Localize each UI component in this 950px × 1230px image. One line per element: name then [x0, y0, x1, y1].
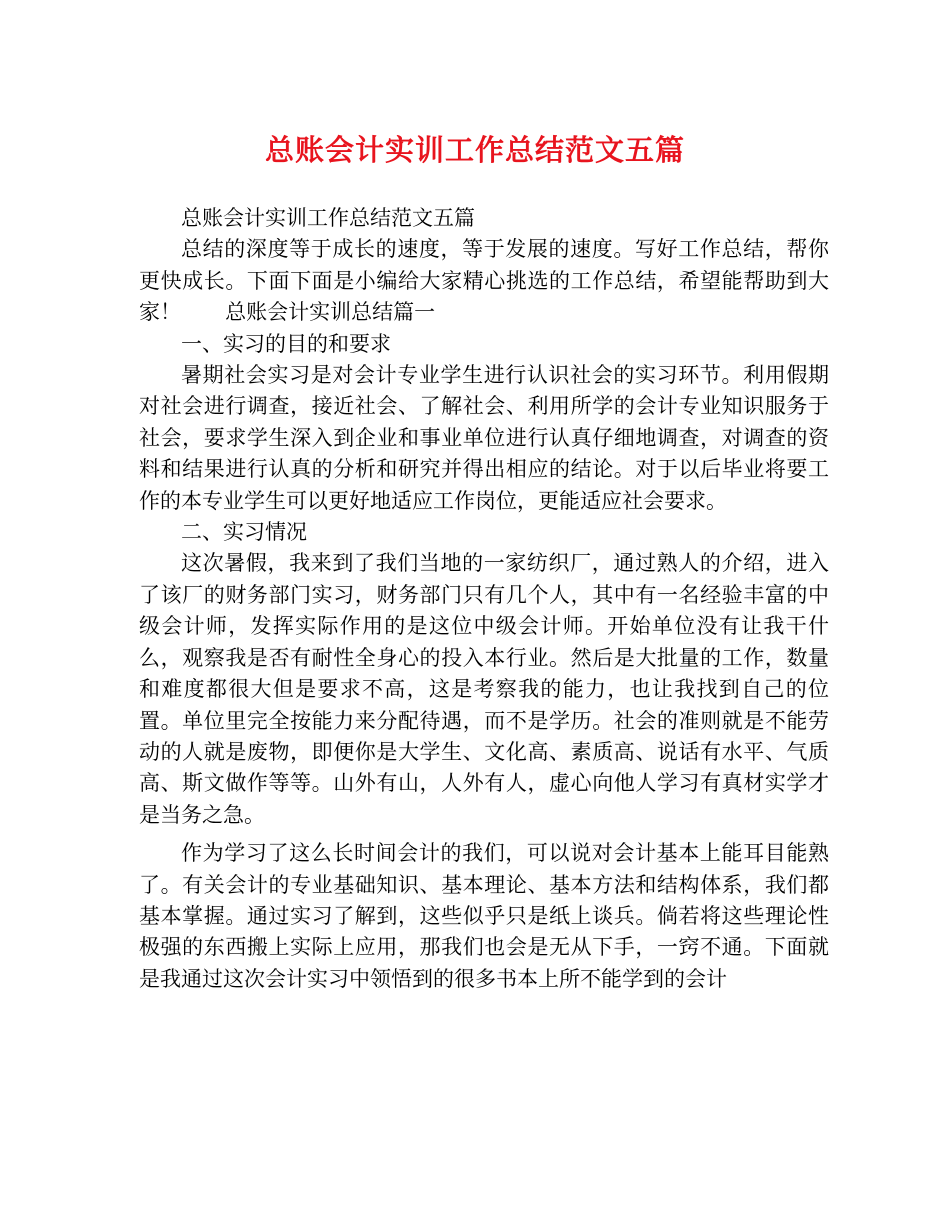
paragraph-reflection: 作为学习了这么长时间会计的我们，可以说对会计基本上能耳目能熟了。有关会计的专业基础知识、基本理论、基本方法和结构体系，我们都基本掌握。通过实习了解到，这些似乎只是纸上谈兵。倘若将这些理论性极强的东西搬上实际上应用，那我们也会是无从下手，一窍不通。下面就是我通过这次会计实习中领悟到的很多书本上所不能学到的会计: [139, 841, 829, 991]
document-title: 总账会计实训工作总结范文五篇: [264, 133, 685, 167]
section-heading-purpose: 一、实习的目的和要求: [181, 331, 391, 356]
paragraph-intro-title: 总账会计实训工作总结范文五篇: [181, 206, 475, 230]
section-heading-situation: 二、实习情况: [181, 520, 307, 545]
paragraph-intro-text: 总结的深度等于成长的速度，等于发展的速度。写好工作总结，帮你更快成长。下面下面是小编给大家精心挑选的工作总结，希望能帮助到大家！: [139, 237, 829, 325]
paragraph-intro: [139, 234, 829, 328]
section-heading-part-one: 总账会计实训总结篇一: [225, 300, 436, 325]
paragraph-purpose: 暑期社会实习是对会计专业学生进行认识社会的实习环节。利用假期对社会进行调查，接近社会、了解社会、利用所学的会计专业知识服务于社会，要求学生深入到企业和事业单位进行认真仔细地调查，对调查的资料和结果进行认真的分析和研究并得出相应的结论。对于以后毕业将要工作的本专业学生可以更好地适应工作岗位，更能适应社会要求。: [139, 363, 829, 513]
document-body: [139, 203, 829, 995]
paragraph-situation: 这次暑假，我来到了我们当地的一家纺织厂，通过熟人的介绍，进入了该厂的财务部门实习，财务部门只有几个人，其中有一名经验丰富的中级会计师，发挥实际作用的是这位中级会计师。开始单位没有让我干什么，观察我是否有耐性全身心的投入本行业。然后是大批量的工作，数量和难度都很大但是要求不高，这是考察我的能力，也让我找到自己的位置。单位里完全按能力来分配待遇，而不是学历。社会的准则就是不能劳动的人就是废物，即便你是大学生、文化高、素质高、说话有水平、气质高、斯文做作等等。山外有山，人外有人，虚心向他人学习有真材实学才是当务之急。: [139, 551, 829, 827]
